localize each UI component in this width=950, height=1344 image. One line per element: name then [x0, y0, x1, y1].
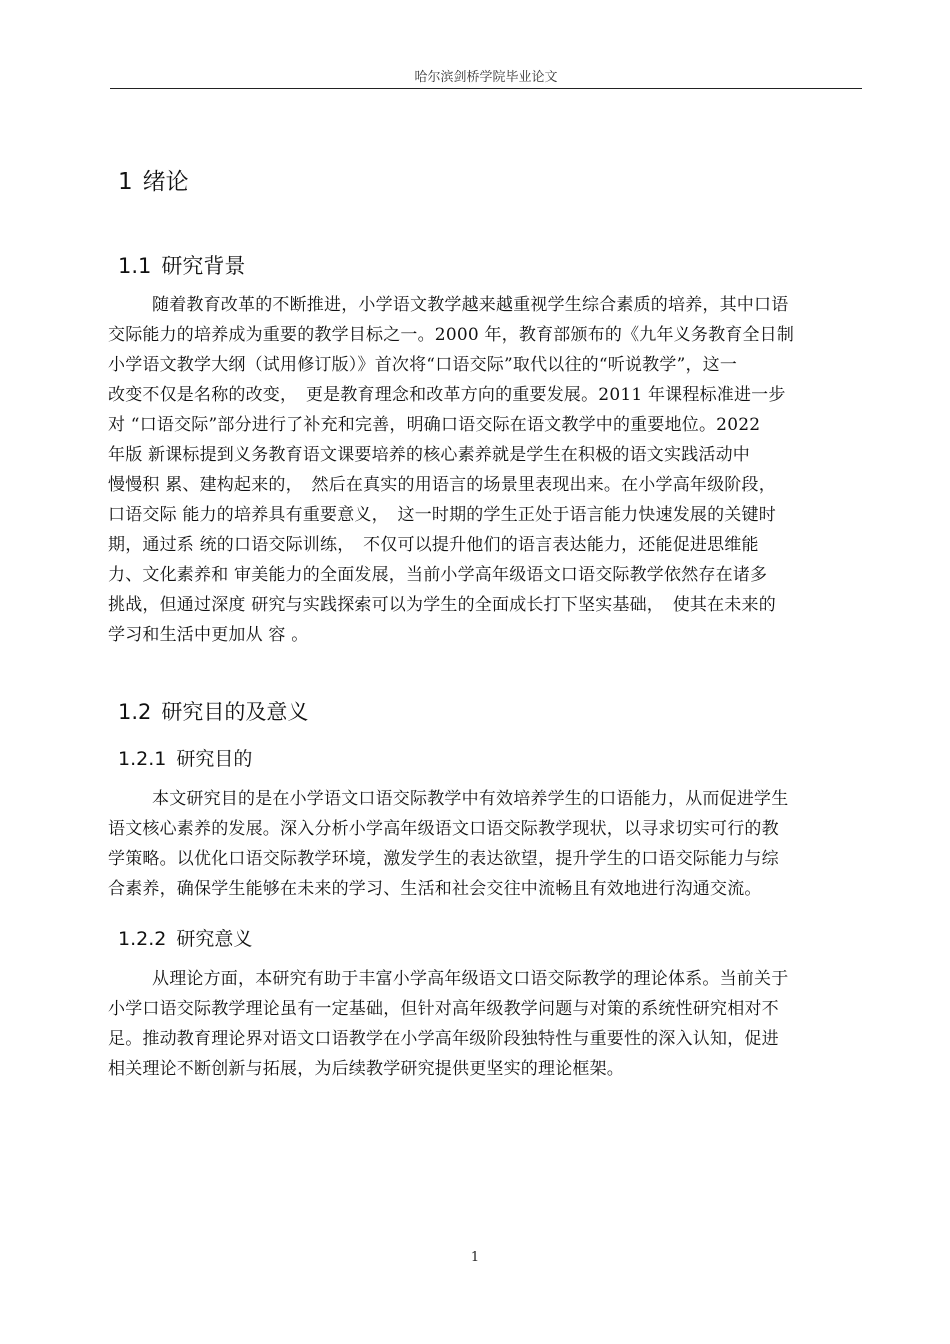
section-heading-research-background — [118, 250, 245, 280]
paragraph-line: 小学语文教学大纲（试用修订版）》首次将“口语交际”取代以往的“听说教学”，这一 — [108, 355, 738, 375]
paragraph-line: 慢慢积 累、建构起来的， 然后在真实的用语言的场景里表现出来。在小学高年级阶段， — [108, 475, 776, 495]
paragraph-research-background — [108, 290, 860, 650]
paragraph-line: 从理论方面，本研究有助于丰富小学高年级语文口语交际教学的理论体系。当前关于 — [152, 969, 789, 989]
section-heading-purpose-and-significance — [118, 696, 308, 726]
paragraph-line: 随着教育改革的不断推进，小学语文教学越来越重视学生综合素质的培养，其中口语 — [152, 295, 789, 315]
paragraph-line: 对 “口语交际”部分进行了补充和完善，明确口语交际在语文教学中的重要地位。2022 — [108, 415, 761, 435]
subsection-number: 1.2.2 — [118, 928, 167, 950]
paragraph-research-purpose — [108, 784, 860, 904]
subsection-title: 研究意义 — [176, 928, 253, 950]
paragraph-line: 期，通过系 统的口语交际训练， 不仅可以提升他们的语言表达能力，还能促进思维能 — [108, 535, 759, 555]
section-title: 研究目的及意义 — [161, 700, 309, 724]
chapter-heading — [118, 163, 189, 196]
subsection-heading-research-purpose — [118, 744, 252, 771]
paragraph-line: 合素养，确保学生能够在未来的学习、生活和社会交往中流畅且有效地进行沟通交流。 — [108, 879, 762, 899]
paragraph-line: 语文核心素养的发展。深入分析小学高年级语文口语交际教学现状，以寻求切实可行的教 — [108, 819, 779, 839]
page-number: 1 — [470, 1250, 480, 1265]
paragraph-line: 年版 新课标提到义务教育语文课要培养的核心素养就是学生在积极的语文实践活动中 — [108, 445, 751, 465]
paragraph-line: 小学口语交际教学理论虽有一定基础，但针对高年级教学问题与对策的系统性研究相对不 — [108, 999, 779, 1019]
paragraph-research-significance — [108, 964, 860, 1084]
running-header: 哈尔滨剑桥学院毕业论文 — [414, 70, 558, 85]
subsection-heading-research-significance — [118, 924, 252, 951]
paragraph-line: 相关理论不断创新与拓展，为后续教学研究提供更坚实的理论框架。 — [108, 1059, 624, 1079]
header-rule — [110, 88, 862, 89]
paragraph-line: 足。推动教育理论界对语文口语教学在小学高年级阶段独特性与重要性的深入认知，促进 — [108, 1029, 779, 1049]
chapter-title: 绪论 — [142, 169, 189, 195]
paragraph-line: 学策略。以优化口语交际教学环境，激发学生的表达欲望，提升学生的口语交际能力与综 — [108, 849, 779, 869]
paragraph-line: 交际能力的培养成为重要的教学目标之一。2000 年，教育部颁布的《九年义务教育全日制 — [108, 325, 795, 345]
section-title: 研究背景 — [161, 254, 246, 278]
subsection-title: 研究目的 — [176, 748, 253, 770]
chapter-number: 1 — [118, 169, 133, 195]
section-number: 1.1 — [118, 254, 152, 278]
subsection-number: 1.2.1 — [118, 748, 167, 770]
paragraph-line: 口语交际 能力的培养具有重要意义， 这一时期的学生正处于语言能力快速发展的关键时 — [108, 505, 776, 525]
paragraph-line: 力、文化素养和 审美能力的全面发展，当前小学高年级语文口语交际教学依然存在诸多 — [108, 565, 768, 585]
paragraph-line: 本文研究目的是在小学语文口语交际教学中有效培养学生的口语能力，从而促进学生 — [152, 789, 789, 809]
paragraph-line: 学习和生活中更加从 容 。 — [108, 625, 309, 645]
paragraph-line: 挑战，但通过深度 研究与实践探索可以为学生的全面成长打下坚实基础， 使其在未来的 — [108, 595, 776, 615]
section-number: 1.2 — [118, 700, 152, 724]
paragraph-line: 改变不仅是名称的改变， 更是教育理念和改革方向的重要发展。2011 年课程标准进一步 — [108, 385, 786, 405]
